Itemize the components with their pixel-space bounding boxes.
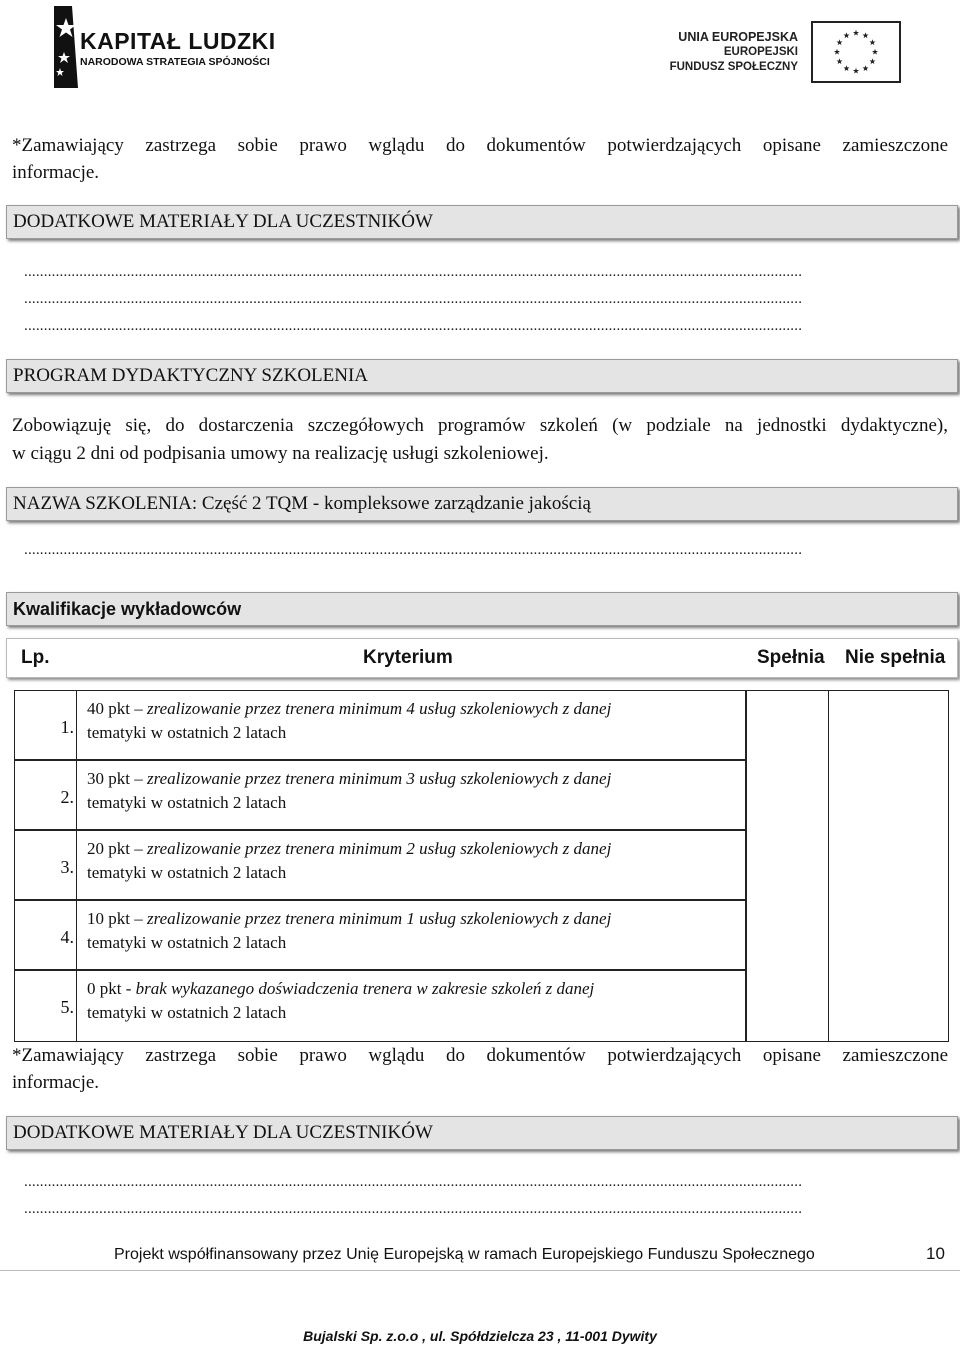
eu-flag-icon [811, 21, 901, 83]
dots-line: ..................................................................................................................................................................................................... [24, 264, 803, 280]
row-desc: zrealizowanie przez trenera minimum 3 usług szkoleniowych z danej [146, 769, 612, 788]
cell-criterion: 20 pkt – zrealizowanie przez trenera minimum 2 usług szkoleniowych z danej tematyki w ostatnich 2 latach [76, 830, 746, 900]
page-number: 10 [926, 1244, 945, 1263]
row-desc-line2: tematyki w ostatnich 2 latach [87, 793, 287, 812]
note1-line1: *Zamawiający zastrzega sobie prawo wglądu do dokumentów potwierdzających opisane zamieszczone [12, 135, 948, 156]
eu-star-icon [837, 39, 843, 45]
footer-address: Bujalski Sp. z.o.o , ul. Spółdzielcza 23 , 11-001 Dywity [303, 1328, 657, 1344]
footer-project: Projekt współfinansowany przez Unię Europejską w ramach Europejskiego Funduszu Społecznego [114, 1246, 815, 1263]
cell-criterion: 10 pkt – zrealizowanie przez trenera minimum 1 usług szkoleniowych z danej tematyki w ostatnich 2 latach [76, 900, 746, 970]
eu-star-icon [853, 68, 859, 74]
row-desc-line2: tematyki w ostatnich 2 latach [87, 863, 287, 882]
header-not-meets: Nie spełnia [845, 647, 946, 668]
footer-divider [0, 1270, 960, 1271]
answer-columns[interactable] [746, 690, 949, 1042]
eu-star-icon [834, 49, 840, 55]
row-number: 2. [60, 787, 74, 807]
eu-star-icon [869, 58, 875, 64]
note1-line2: informacje. [12, 162, 100, 183]
eu-star-icon [869, 39, 875, 45]
row-desc-line2: tematyki w ostatnich 2 latach [87, 1003, 287, 1022]
row-desc: brak wykazanego doświadczenia trenera w zakresie szkoleń z danej [135, 979, 595, 998]
header-meets: Spełnia [757, 647, 825, 668]
section-materials-2: DODATKOWE MATERIAŁY DLA UCZESTNIKÓW [6, 1116, 958, 1150]
row-points: 40 pkt [87, 699, 130, 718]
section-program: PROGRAM DYDAKTYCZNY SZKOLENIA [6, 359, 958, 393]
row-desc-line2: tematyki w ostatnich 2 latach [87, 933, 287, 952]
dots-line: ..................................................................................................................................................................................................... [24, 318, 803, 334]
training-name: NAZWA SZKOLENIA: Część 2 TQM - kompleksowe zarządzanie jakością [6, 487, 958, 521]
kl-emblem-icon [52, 2, 82, 88]
dots-line: ..................................................................................................................................................................................................... [24, 542, 803, 558]
eu-star-icon [843, 32, 849, 38]
section-materials-1: DODATKOWE MATERIAŁY DLA UCZESTNIKÓW [6, 205, 958, 239]
qualifications-title: Kwalifikacje wykładowców [6, 592, 958, 626]
header-criterion: Kryterium [363, 647, 453, 668]
kl-subtitle: NARODOWA STRATEGIA SPÓJNOŚCI [80, 56, 270, 68]
row-points: 10 pkt [87, 909, 130, 928]
note2-line1: *Zamawiający zastrzega sobie prawo wglądu do dokumentów potwierdzających opisane zamieszczone [12, 1045, 948, 1066]
cell-criterion: 30 pkt – zrealizowanie przez trenera minimum 3 usług szkoleniowych z danej tematyki w ostatnich 2 latach [76, 760, 746, 830]
eu-line3: FUNDUSZ SPOŁECZNY [669, 61, 798, 73]
cell-lp [14, 900, 76, 970]
row-points: 20 pkt [87, 839, 130, 858]
dots-line: ..................................................................................................................................................................................................... [24, 291, 803, 307]
row-desc: zrealizowanie przez trenera minimum 2 usług szkoleniowych z danej [146, 839, 612, 858]
eu-star-icon [872, 49, 878, 55]
row-number: 3. [60, 857, 74, 877]
header-lp: Lp. [21, 647, 50, 668]
kl-title: KAPITAŁ LUDZKI [80, 28, 276, 54]
cell-lp [14, 690, 76, 760]
row-desc: zrealizowanie przez trenera minimum 4 usług szkoleniowych z danej [146, 699, 612, 718]
eu-star-icon [843, 65, 849, 71]
eu-star-icon [853, 30, 859, 36]
cell-criterion: 40 pkt – zrealizowanie przez trenera minimum 4 usług szkoleniowych z danej tematyki w ostatnich 2 latach [76, 690, 746, 760]
cell-lp [14, 970, 76, 1042]
eu-star-icon [862, 65, 868, 71]
program-text-line2: w ciągu 2 dni od podpisania umowy na realizację usługi szkoleniowej. [12, 443, 549, 464]
eu-text [670, 30, 798, 75]
cell-criterion: 0 pkt - brak wykazanego doświadczenia trenera w zakresie szkoleń z danej tematyki w ostatnich 2 latach [76, 970, 746, 1042]
column-divider [828, 691, 829, 1041]
dots-line: ..................................................................................................................................................................................................... [24, 1201, 803, 1217]
row-number: 4. [60, 927, 74, 947]
eu-line2: EUROPEJSKI [723, 46, 798, 58]
row-points: 0 pkt [87, 979, 122, 998]
cell-lp [14, 760, 76, 830]
eu-star-icon [862, 32, 868, 38]
table-header [6, 638, 958, 678]
row-desc: zrealizowanie przez trenera minimum 1 usług szkoleniowych z danej [146, 909, 612, 928]
row-points: 30 pkt [87, 769, 130, 788]
eu-line1: UNIA EUROPEJSKA [678, 30, 798, 44]
row-number: 1. [60, 717, 74, 737]
eu-star-icon [837, 58, 843, 64]
note2-line2: informacje. [12, 1072, 100, 1093]
row-number: 5. [60, 997, 74, 1017]
program-text-line1: Zobowiązuję się, do dostarczenia szczegółowych programów szkoleń (w podziale na jednostki dydaktyczne), [12, 415, 948, 436]
cell-lp [14, 830, 76, 900]
row-desc-line2: tematyki w ostatnich 2 latach [87, 723, 287, 742]
dots-line: ..................................................................................................................................................................................................... [24, 1174, 803, 1190]
